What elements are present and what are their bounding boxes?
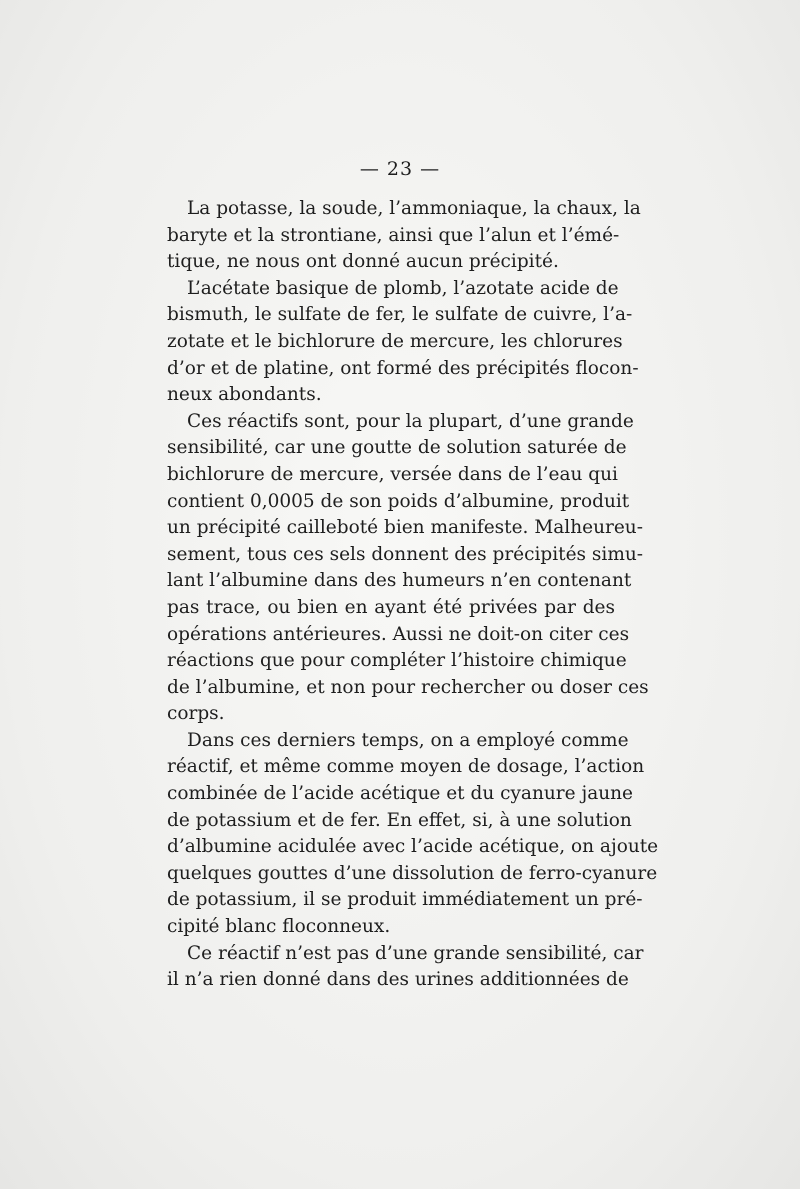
text-line: Ce réactif n’est pas d’une grande sensibilité, car [187, 942, 644, 964]
text-line: sement, tous ces sels donnent des précipités simu- [167, 543, 644, 565]
text-line: réactif, et même comme moyen de dosage, l’action [167, 756, 645, 778]
text-line: de potassium, il se produit immédiatement un pré- [167, 889, 643, 911]
text-line: d’albumine acidulée avec l’acide acétique, on ajoute [167, 836, 659, 858]
text-line: sensibilité, car une goutte de solution saturée de [167, 437, 627, 459]
text-line: corps. [167, 703, 225, 725]
text-line: opérations antérieures. Aussi ne doit-on citer ces [167, 623, 630, 645]
text-line: cipité blanc floconneux. [167, 916, 391, 938]
text-line: lant l’albumine dans des humeurs n’en contenant [167, 570, 632, 592]
text-line: réactions que pour compléter l’histoire chimique [167, 650, 627, 672]
text-line: tique, ne nous ont donné aucun précipité. [167, 251, 559, 273]
text-line: Ces réactifs sont, pour la plupart, d’une grande [187, 410, 634, 432]
text-line: de potassium et de fer. En effet, si, à une solution [167, 809, 632, 831]
page-number: — 23 — [359, 158, 441, 180]
body-text [167, 196, 659, 994]
text-line: bismuth, le sulfate de fer, le sulfate de cuivre, l’a- [167, 304, 633, 326]
text-line: il n’a rien donné dans des urines additionnées de [167, 969, 629, 991]
text-line: d’or et de platine, ont formé des précipités flocon- [167, 357, 639, 379]
text-line: Dans ces derniers temps, on a employé comme [187, 729, 629, 751]
text-line: La potasse, la soude, l’ammoniaque, la chaux, la [187, 198, 641, 219]
text-line: contient 0,0005 de son poids d’albumine, produit [167, 490, 630, 512]
text-line: un précipité caillebot​é bien manifeste. Malheureu- [167, 517, 643, 539]
text-line: baryte et la strontiane, ainsi que l’alun et l’émé- [167, 224, 620, 246]
text-line: pas trace, ou bien en ayant été privées par des [167, 596, 615, 618]
text-line: neux abondants. [167, 384, 322, 406]
text-line: de l’albumine, et non pour rechercher ou doser ces [167, 676, 649, 698]
text-line: bichlorure de mercure, versée dans de l’eau qui [167, 463, 618, 485]
text-line: combinée de l’acide acétique et du cyanure jaune [167, 783, 634, 805]
text-line: zotate et le bichlorure de mercure, les chlorures [167, 330, 623, 352]
text-line: L’acétate basique de plomb, l’azotate acide de [187, 277, 619, 299]
text-line: quelques gouttes d’une dissolution de ferro-cyanure [167, 862, 658, 884]
